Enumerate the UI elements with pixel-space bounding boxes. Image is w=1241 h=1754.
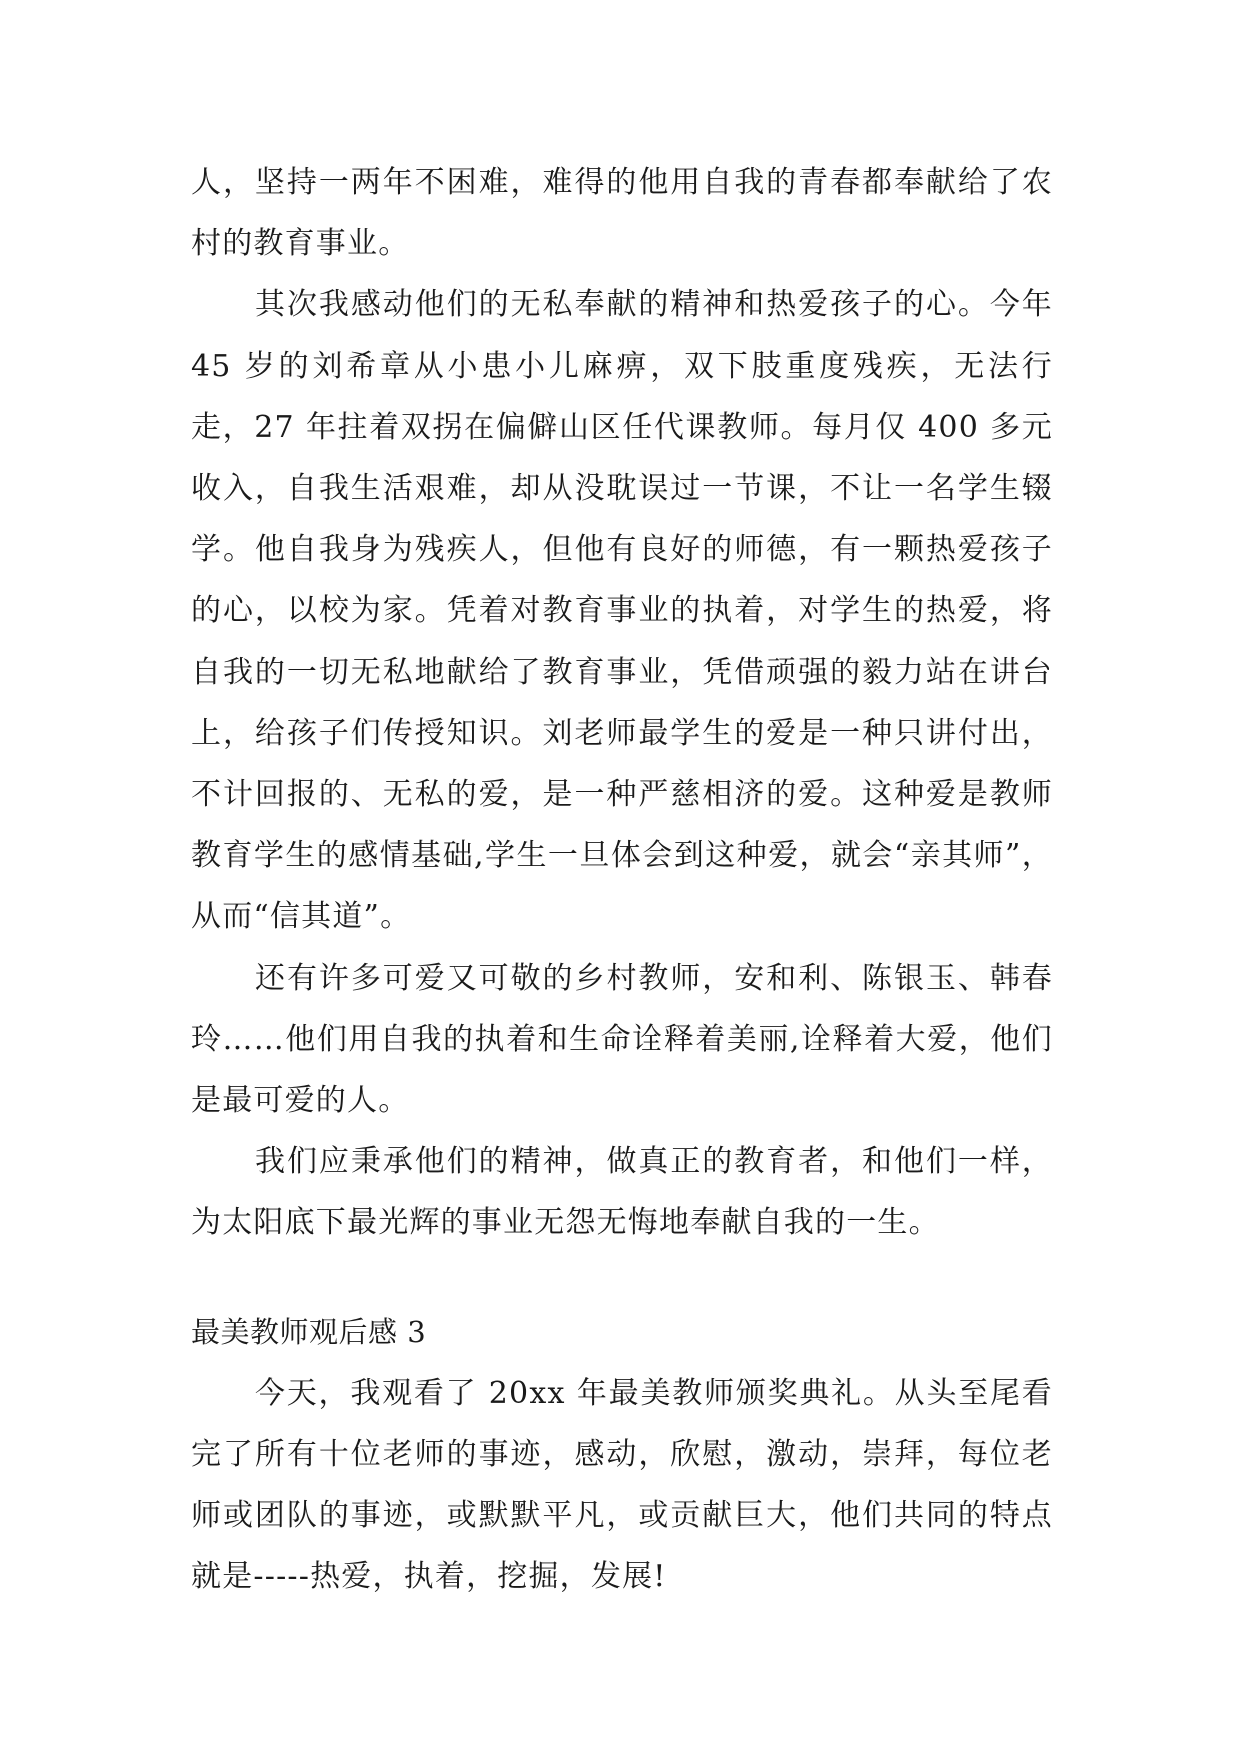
section-title: 最美教师观后感 3 (191, 1314, 427, 1349)
paragraph-conclusion: 我们应秉承他们的精神，做真正的教育者，和他们一样，为太阳底下最光辉的事业无怨无悔地奉献自我的一生。 (191, 1144, 1053, 1241)
paragraph-rural-teachers: 还有许多可爱又可敬的乡村教师，安和利、陈银玉、韩春玲……他们用自我的执着和生命诠释着美丽,诠释着大爱，他们是最可爱的人。 (191, 960, 1053, 1119)
paragraph-award-ceremony: 今天，我观看了 20xx 年最美教师颁奖典礼。从头至尾看完了所有十位老师的事迹，感动，欣慰，激动，崇拜，每位老师或团队的事迹，或默默平凡，或贡献巨大，他们共同的特点就是-----热爱，执着，挖掘，发展! (191, 1375, 1053, 1595)
document-body (191, 152, 1053, 1608)
paragraph-liu-xizhang: 其次我感动他们的无私奉献的精神和热爱孩子的心。今年 45 岁的刘希章从小患小儿麻痹，双下肢重度残疾，无法行走，27 年拄着双拐在偏僻山区任代课教师。每月仅 400 多元收入，自我生活艰难，却从没耽误过一节课，不让一名学生辍学。他自我身为残疾人，但他有良好的师德，有一颗热爱孩子的心，以校为家。凭着对教育事业的执着，对学生的热爱，将自我的一切无私地献给了教育事业，凭借顽强的毅力站在讲台上，给孩子们传授知识。刘老师最学生的爱是一种只讲付出，不计回报的、无私的爱，是一种严慈相济的爱。这种爱是教师教育学生的感情基础,学生一旦体会到这种爱，就会“亲其师”，从而“信其道”。 (191, 287, 1053, 935)
paragraph-continuation: 人，坚持一两年不困难，难得的他用自我的青春都奉献给了农村的教育事业。 (191, 165, 1053, 262)
